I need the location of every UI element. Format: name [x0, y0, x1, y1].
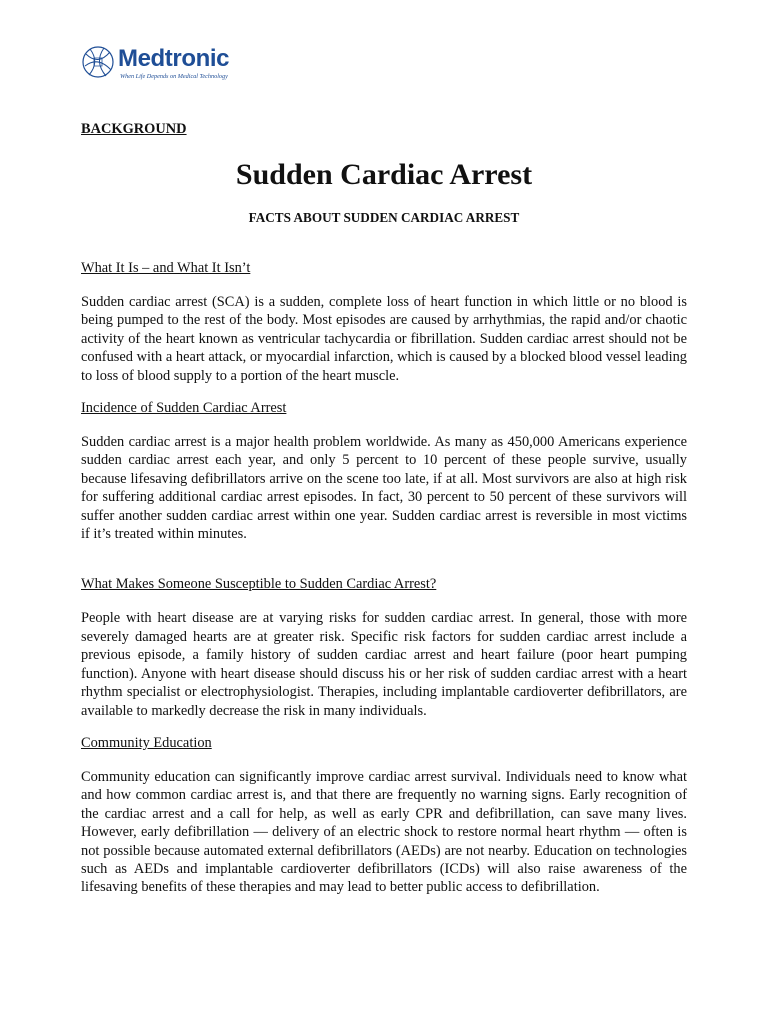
- document-body: [81, 119, 687, 911]
- page-title: Sudden Cardiac Arrest: [235, 158, 533, 191]
- section-heading-community-education: Community Education: [81, 734, 212, 751]
- section-body-community-education: Community education can significantly improve cardiac arrest survival. Individuals need to know what and how common cardiac arrest is, and that there are frequently no warning signs. Early recognition of the cardiac arrest and a call for help, as well as early CPR and defibrillation, can save many lives. However, early defibrillation — delivery of an electric shock to restore normal heart rhythm — often is not possible because automated external defibrillators (AEDs) are not nearby. Education on technologies such as AEDs and implantable cardioverter defibrillators (ICDs) will also raise awareness of the lifesaving benefits of these therapies and may lead to better public access to defibrillation.: [81, 768, 687, 896]
- section-body-susceptible: People with heart disease are at varying risks for sudden cardiac arrest. In general, those with more severely damaged hearts are at greater risk. Specific risk factors for sudden cardiac arrest include a previous episode, a family history of sudden cardiac arrest and heart failure (poor heart pumping function). Anyone with heart disease should discuss his or her risk of sudden cardiac arrest with a heart rhythm specialist or electrophysiologist. Therapies, including implantable cardioverter defibrillators, are available to markedly decrease the risk in many individuals.: [81, 610, 687, 719]
- brand-name: Medtronic: [118, 45, 230, 72]
- section-heading-what-it-is: What It Is – and What It Isn’t: [81, 260, 251, 276]
- section-body-what-it-is: Sudden cardiac arrest (SCA) is a sudden, complete loss of heart function in which little or no blood is being pumped to the rest of the body. Most episodes are caused by arrhythmias, the rapid and/or chaotic activity of the heart known as ventricular tachycardia or fibrillation. Sudden cardiac arrest should not be confused with a heart attack, or myocardial infarction, which is caused by a blocked blood vessel leading to loss of blood supply to a portion of the heart muscle.: [81, 294, 687, 384]
- medtronic-logo-icon: [80, 44, 116, 80]
- section-heading-susceptible: What Makes Someone Susceptible to Sudden Cardiac Arrest?: [81, 576, 437, 593]
- section-label: BACKGROUND: [81, 121, 187, 137]
- medtronic-logo: [80, 44, 260, 86]
- section-body-incidence: Sudden cardiac arrest is a major health problem worldwide. As many as 450,000 Americans experience sudden cardiac arrest each year, and only 5 percent to 10 percent of these people survive, usually because lifesaving defibrillators arrive on the scene too late, if at all. Most survivors are also at high risk for suffering additional cardiac arrest episodes. In fact, 30 percent to 50 percent of these survivors will suffer another sudden cardiac arrest within one year. Sudden cardiac arrest is reversible in most victims if it’s treated within minutes.: [81, 434, 687, 543]
- brand-tagline: When Life Depends on Medical Technology: [120, 73, 228, 80]
- page-subtitle: FACTS ABOUT SUDDEN CARDIAC ARREST: [248, 210, 520, 225]
- section-heading-incidence: Incidence of Sudden Cardiac Arrest: [81, 400, 287, 417]
